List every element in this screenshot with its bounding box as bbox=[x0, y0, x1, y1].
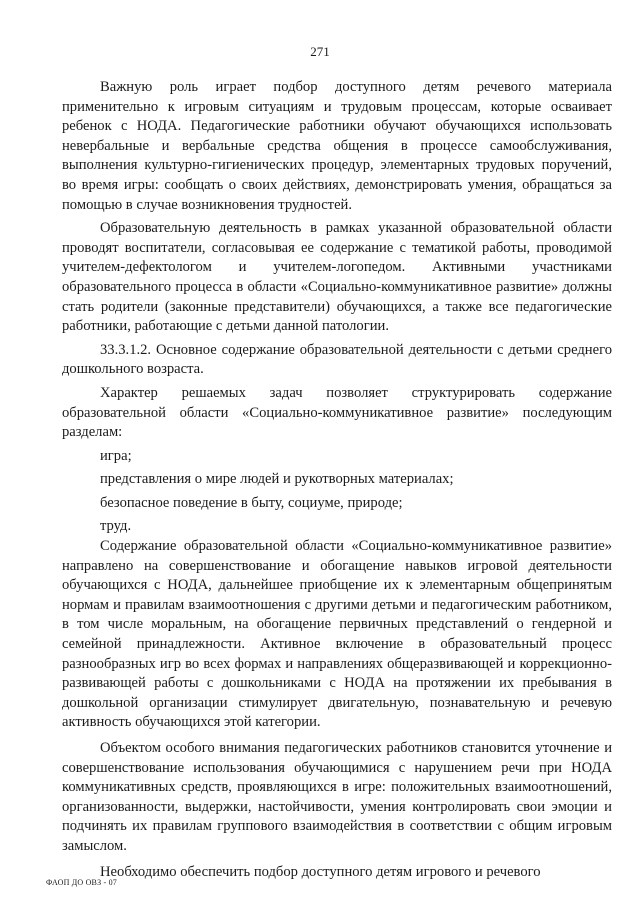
section-heading: 33.3.1.2. Основное содержание образовательной деятельности с детьми среднего дошкольного возраста. bbox=[62, 341, 612, 378]
paragraph: Образовательную деятельность в рамках указанной образовательной области проводят воспитатели, согласовывая ее содержание с тематикой работы, проводимой учителем-дефектологом и учителем-логопедом. Активными участниками образовательного процесса в области «Социально-коммуникативное развитие» должны стать родители (законные представители) обучающихся, а также все педагогические работники, работающие с детьми данной патологии. bbox=[62, 220, 612, 335]
list-item: безопасное поведение в быту, социуме, природе; bbox=[100, 494, 403, 511]
page-number: 271 bbox=[310, 44, 330, 59]
list-item: представления о мире людей и рукотворных материалах; bbox=[100, 471, 454, 488]
list-item: труд. bbox=[100, 518, 132, 535]
paragraph: Объектом особого внимания педагогических работников становится уточнение и совершенствование использования обучающимися с нарушением речи при НОДА коммуникативных средств, проявляющихся в игре: положительных взаимоотношений, организованности, выдержки, настойчивости, умения контролировать свои эмоции и подчинять их правилам группового взаимодействия в соответствии с общим игровым замыслом. bbox=[62, 740, 612, 854]
paragraph: Необходимо обеспечить подбор доступного детям игрового и речевого bbox=[100, 863, 541, 880]
list-item: игра; bbox=[100, 447, 132, 464]
paragraph: Содержание образовательной области «Социально-коммуникативное развитие» направлено на совершенствование и обогащение навыков игровой деятельности обучающихся с НОДА, дальнейшее приобщение их к элементарным общепринятым нормам и правилам взаимоотношения с другими детьми и педагогическим работником, в том числе моральным, на обогащение первичных представлений о гендерной и семейной принадлежности. Активное включение в образовательный процесс разнообразных игр во всех формах и направлениях общеразвивающей и коррекционно-развивающей работы с дошкольниками с НОДА на протяжении их пребывания в дошкольной организации стимулирует двигательную, познавательную и речевую активность обучающихся этой категории. bbox=[62, 538, 612, 731]
document-body bbox=[62, 78, 612, 882]
document-footer: ФАОП ДО ОВЗ - 07 bbox=[46, 878, 117, 887]
paragraph: Характер решаемых задач позволяет структурировать содержание образовательной области «Социально-коммуникативное развитие» последующим разделам: bbox=[62, 384, 612, 441]
paragraph: Важную роль играет подбор доступного детям речевого материала применительно к игровым ситуациям и трудовым процессам, которые осваивает ребенок с НОДА. Педагогические работники обучают обучающихся использовать невербальные и вербальные средства общения в процессе самообслуживания, выполнения культурно-гигиенических процедур, элементарных трудовых поручений, во время игры: сообщать о своих действиях, демонстрировать умения, обращаться за помощью в случае возникновения трудностей. bbox=[62, 79, 612, 213]
